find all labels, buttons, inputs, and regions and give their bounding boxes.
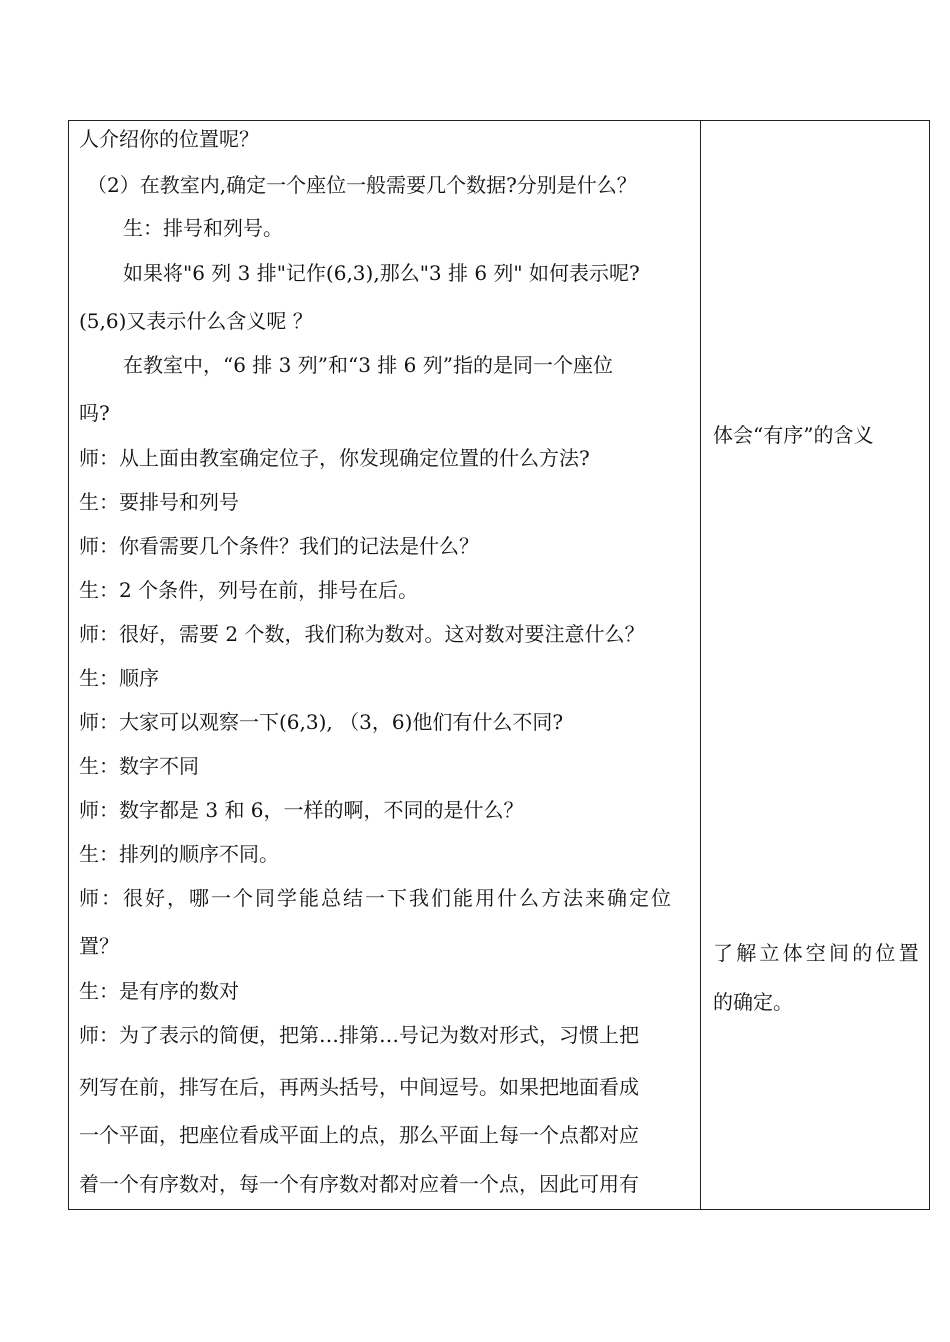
text-line: 师：你看需要几个条件？我们的记法是什么？ xyxy=(79,534,479,558)
text-line: 师：为了表示的简便，把第…排第…号记为数对形式，习惯上把 xyxy=(79,1023,639,1047)
text-line: 列写在前，排写在后，再两头括号，中间逗号。如果把地面看成 xyxy=(79,1075,639,1099)
text-line: 生：排号和列号。 xyxy=(123,216,283,240)
text-line: 生：是有序的数对 xyxy=(79,979,239,1003)
text-line: 着一个有序数对，每一个有序数对都对应着一个点，因此可用有 xyxy=(79,1172,639,1196)
text-line: 师：从上面由教室确定位子，你发现确定位置的什么方法? xyxy=(79,446,590,470)
text-line: 生：要排号和列号 xyxy=(79,490,239,514)
lesson-table xyxy=(68,120,930,1210)
text-line: 如果将"6 列 3 排"记作(6,3),那么"3 排 6 列" 如何表示呢? xyxy=(123,261,640,285)
text-line: 一个平面，把座位看成平面上的点，那么平面上每一个点都对应 xyxy=(79,1123,639,1147)
side-note: 了解立体空间的位置 xyxy=(713,941,922,965)
text-line: (5,6)又表示什么含义呢 ？ xyxy=(79,309,313,333)
side-note: 的确定。 xyxy=(713,990,793,1014)
teaching-process-column xyxy=(69,121,701,1209)
text-line: （2）在教室内,确定一个座位一般需要几个数据?分别是什么？ xyxy=(87,173,637,197)
text-line: 置？ xyxy=(79,934,119,958)
text-line: 吗? xyxy=(79,401,110,425)
text-line: 在教室中，“6 排 3 列”和“3 排 6 列”指的是同一个座位 xyxy=(123,353,613,377)
design-intent-column xyxy=(701,121,929,1209)
text-line: 人介绍你的位置呢？ xyxy=(79,127,259,151)
text-line: 生：顺序 xyxy=(79,666,159,690)
text-line: 生：排列的顺序不同。 xyxy=(79,842,279,866)
side-note: 体会“有序”的含义 xyxy=(713,423,874,447)
text-line: 师：很好，需要 2 个数，我们称为数对。这对数对要注意什么？ xyxy=(79,622,645,646)
text-line: 师：大家可以观察一下(6,3), （3，6)他们有什么不同? xyxy=(79,710,564,734)
text-line: 生：2 个条件，列号在前，排号在后。 xyxy=(79,578,419,602)
text-line: 生：数字不同 xyxy=(79,754,199,778)
text-line: 师：数字都是 3 和 6，一样的啊，不同的是什么？ xyxy=(79,798,524,822)
text-line: 师：很好，哪一个同学能总结一下我们能用什么方法来确定位 xyxy=(79,886,673,910)
